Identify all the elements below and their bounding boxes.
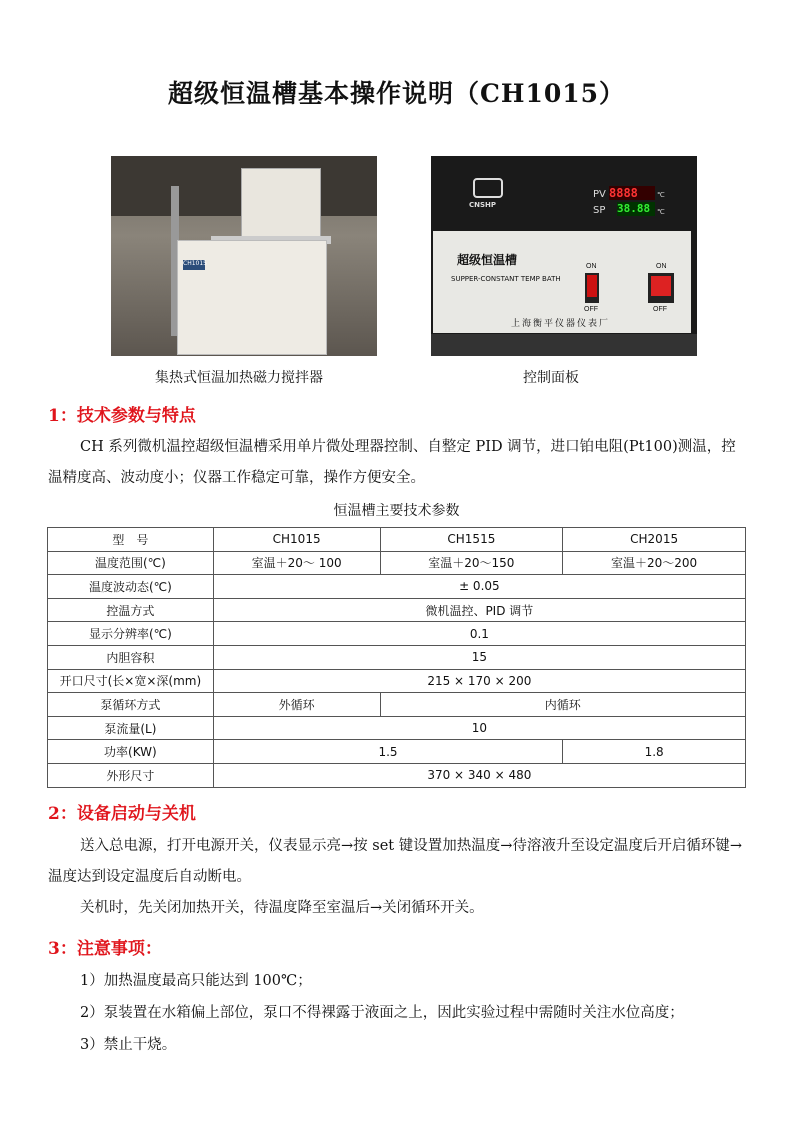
cell: 控温方式 [48,598,214,622]
photo-control-panel [431,156,697,356]
list-item: 1）加热温度最高只能达到 100℃； [80,973,312,989]
cell: CH1015 [213,528,380,552]
cell: 泵循环方式 [48,693,214,717]
switch-off-label: OFF [584,306,598,313]
pv-unit: ℃ [657,192,665,199]
cell: 微机温控、PID 调节 [213,598,745,622]
table-row [48,622,746,646]
cell: 温度范围(℃) [48,551,214,575]
paragraph: 关机时，先关闭加热开关，待温度降至室温后→关闭循环开关。 [80,900,484,916]
cell: 内胆容积 [48,645,214,669]
photo-caption: 集热式恒温加热磁力搅拌器 [155,370,323,386]
table-row [48,575,746,599]
cell: 型 号 [48,528,214,552]
brand-text: CNSHP [469,201,497,209]
cell: ± 0.05 [213,575,745,599]
sp-unit: ℃ [657,209,665,216]
cell: 室温＋20～200 [563,551,746,575]
pv-display: 8888 [609,186,655,200]
list-item: 2）泵装置在水箱偏上部位，泵口不得裸露于液面之上，因此实验过程中需随时关注水位高度； [80,1005,684,1021]
cell: 显示分辨率(℃) [48,622,214,646]
section-heading: 1：技术参数与特点 [48,406,196,426]
cell: 内循环 [380,693,746,717]
table-row [48,763,746,787]
cell: 室温＋20～ 100 [213,551,380,575]
section-heading: 2：设备启动与关机 [48,804,196,824]
table-row [48,528,746,552]
page-title: 超级恒温槽基本操作说明（CH1015） [167,79,626,108]
cell: 开口尺寸(长×宽×深(mm) [48,669,214,693]
switch-on-label: ON [586,263,597,270]
photo-caption: 控制面板 [523,370,579,386]
cell: 外循环 [213,693,380,717]
panel-name-cn: 超级恒温槽 [457,253,518,267]
table-caption: 恒温槽主要技术参数 [333,503,460,519]
cell: 温度波动态(℃) [48,575,214,599]
list-item: 3）禁止干烧。 [80,1037,177,1053]
cell: 0.1 [213,622,745,646]
table-row [48,716,746,740]
table-row [48,740,746,764]
cell: 1.5 [213,740,563,764]
cell: 外形尺寸 [48,763,214,787]
cell: 15 [213,645,745,669]
table-row [48,598,746,622]
table-row [48,693,746,717]
sp-display: 38.88 [617,202,655,216]
photo-stirrer [111,156,377,356]
paragraph: 送入总电源，打开电源开关，仪表显示亮→按 set 键设置加热温度→待溶液升至设定温度后开启循环键→温度达到设定温度后自动断电。 [48,838,743,885]
paragraph: CH 系列微机温控超级恒温槽采用单片微处理器控制、自整定 PID 调节，进口铂电阻(Pt100)测温，控温精度高、波动度小；仪器工作稳定可靠，操作方便安全。 [48,439,736,486]
panel-maker: 上海衡平仪器仪表厂 [511,319,611,329]
table-row [48,551,746,575]
brand-logo-icon [473,178,503,198]
cell: 1.8 [563,740,746,764]
cell: 功率(KW) [48,740,214,764]
cell: CH2015 [563,528,746,552]
cell: 泵流量(L) [48,716,214,740]
table-row [48,669,746,693]
spec-table [47,527,746,788]
switch-off-label: OFF [653,306,667,313]
panel-name-en: SUPPER-CONSTANT TEMP BATH [451,275,561,283]
cell: 215 × 170 × 200 [213,669,745,693]
table-row [48,645,746,669]
switch-on-label: ON [656,263,667,270]
cell: CH1515 [380,528,563,552]
cell: 370 × 340 × 480 [213,763,745,787]
cell: 10 [213,716,745,740]
device-label: CH1015 [183,260,205,270]
sp-label: SP [593,205,606,216]
cell: 室温＋20～150 [380,551,563,575]
pv-label: PV [593,189,606,200]
section-heading: 3：注意事项： [48,939,162,959]
